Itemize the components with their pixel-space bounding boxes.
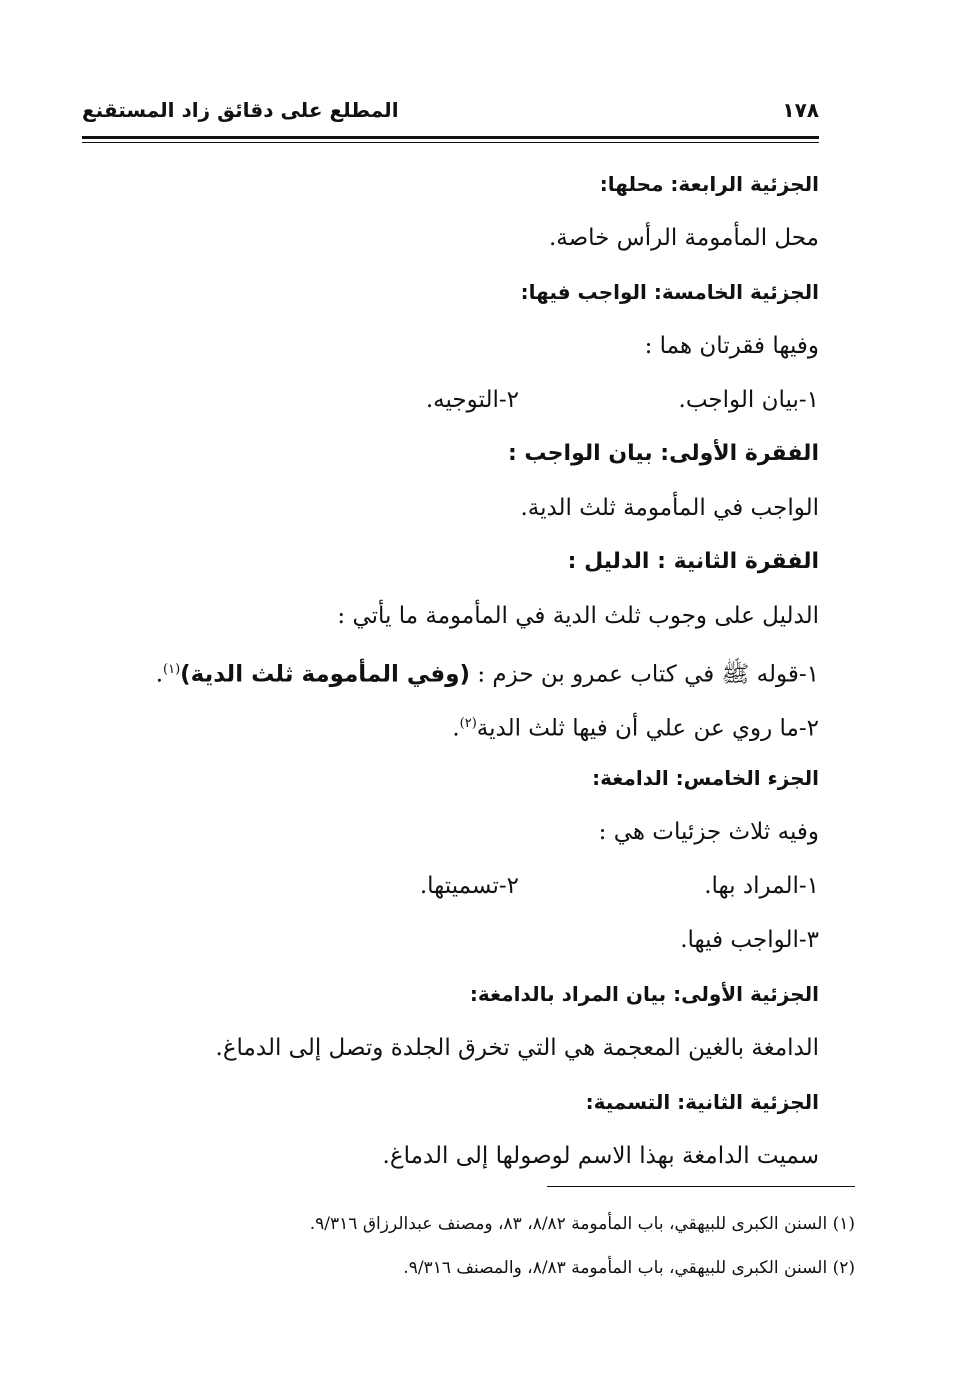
enumeration-row [140,378,819,432]
paragraph: الدليل على وجوب ثلث الدية في المأمومة ما يأتي : [337,603,819,629]
subheading-part-five: الجزئية الخامسة: الواجب فيها: [520,280,819,304]
heading-part-five-damigha: الجزء الخامس: الدامغة: [592,766,819,790]
subheading-paragraph-one: الفقرة الأولى: بيان الواجب : [507,441,819,466]
hadith-quote: (وفي المأمومة ثلث الدية) [180,661,471,688]
main-text [140,162,819,1188]
footnote-2: (٢) السنن الكبرى للبيهقي، باب المأمومة ٨/٨٣، والمصنف ٩/٣١٦. [403,1258,855,1278]
running-header [82,98,819,128]
evidence-item-two [140,702,819,756]
enumeration-row [140,864,819,918]
paragraph: وفيه ثلاث جزئيات هي : [598,819,819,845]
paragraph: محل المأمومة الرأس خاصة. [548,225,819,251]
period: . [155,661,164,688]
paragraph: الواجب في المأمومة ثلث الدية. [520,495,819,521]
list-item: ٣-الواجب فيها. [680,927,819,953]
book-title: المطلع على دقائق زاد المستقنع [82,98,399,122]
header-rule-thick [82,136,819,139]
list-item: ١-بيان الواجب. [678,387,819,413]
footnotes [140,1206,855,1294]
paragraph: الدامغة بالغين المعجمة هي التي تخرق الجلدة وتصل إلى الدماغ. [215,1035,819,1061]
subheading-paragraph-two: الفقرة الثانية : الدليل : [567,549,819,574]
subheading-part-two: الجزئية الثانية: التسمية: [585,1090,819,1114]
page-number: ١٧٨ [782,98,819,122]
subheading-part-one: الجزئية الأولى: بيان المراد بالدامغة: [469,982,819,1006]
list-item: ٢-تسميتها. [419,873,519,899]
evidence-item-one [140,648,819,702]
evidence-text: ١-قوله ﷺ في كتاب عمرو بن حزم : [470,661,819,688]
list-item: ١-المراد بها. [704,873,819,899]
footnote-separator [547,1186,855,1187]
paragraph: سميت الدامغة بهذا الاسم لوصولها إلى الدماغ. [382,1143,819,1169]
footnote-ref-1[interactable]: (١) [163,662,181,677]
subheading-part-four: الجزئية الرابعة: محلها: [599,172,819,196]
footnote-ref-2[interactable]: (٢) [459,716,477,731]
paragraph: وفيها فقرتان هما : [644,333,819,359]
header-rule-thin [82,142,819,143]
evidence-text: ٢-ما روي عن علي أن فيها ثلث الدية [476,715,819,742]
period: . [452,715,460,742]
list-item: ٢-التوجيه. [425,387,519,413]
footnote-1: (١) السنن الكبرى للبيهقي، باب المأمومة ٨/٨٢، ٨٣، ومصنف عبدالرزاق ٩/٣١٦. [309,1214,855,1234]
